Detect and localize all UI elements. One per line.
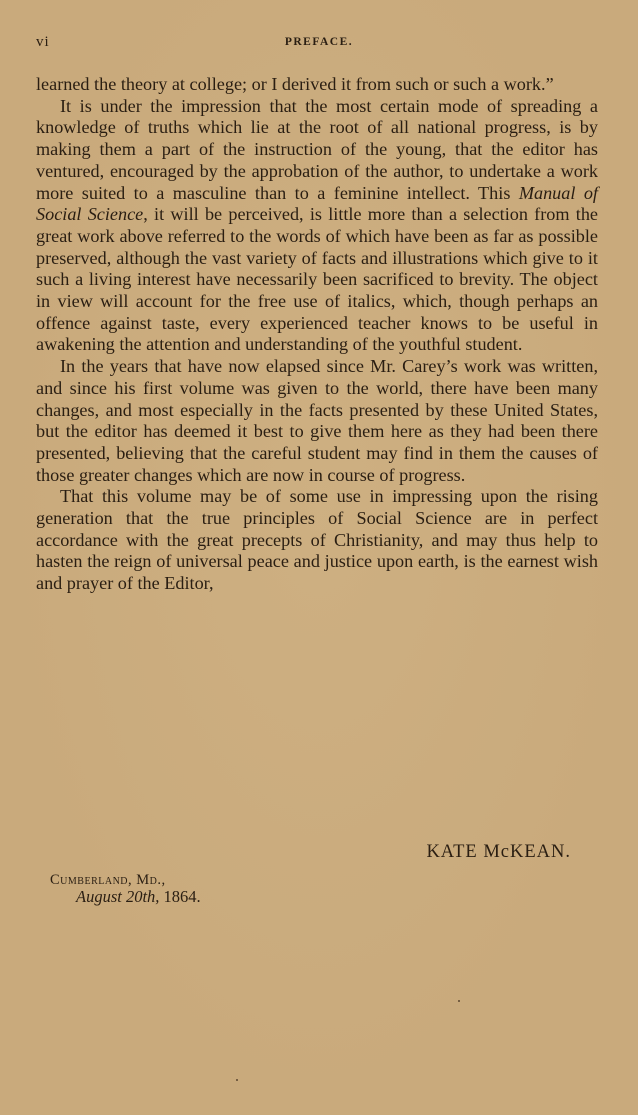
paragraph-3: In the years that have now elapsed since Mr. Carey’s work was written, and since his first volume was given to the world, there have been many changes, and most especially in the facts presented by these United States, but the editor has deemed it best to give them here as they had been there presented, believing that the careful student may find in them the causes of those greater changes which are now in course of progress. xyxy=(36,356,598,485)
page-number: vi xyxy=(36,34,50,50)
date-month-day: August 20th, xyxy=(76,887,160,906)
date-year: 1864. xyxy=(163,887,201,906)
paragraph-4: That this volume may be of some use in impressing upon the rising generation that the true principles of Social Science are in perfect accordance with the great precepts of Christianity, and may thus help to hasten the reign of universal peace and justice upon earth, is the earnest wish and prayer of the Editor, xyxy=(36,486,598,594)
paper-speck xyxy=(236,1079,238,1081)
place-of-writing: Cumberland, Md., xyxy=(50,872,166,888)
page-header xyxy=(36,34,602,54)
italic-book-title: Manual of Social Science xyxy=(36,182,598,225)
author-signature: KATE McKEAN. xyxy=(426,842,571,862)
paper-speck xyxy=(458,1000,460,1002)
paragraph-2: It is under the impression that the most certain mode of spreading a knowledge of truths which lie at the root of all national progress, is by making them a part of the instruction of the young, that the editor has ventured, encouraged by the approbation of the author, to undertake a work more suited to a masculine than to a feminine intellect. This Manual of Social Science, it will be perceived, is little more than a selection from the great work above referred to the words of which have been as far as possible preserved, although the vast variety of facts and illustrations which give to it such a living interest have necessarily been sacrificed to brevity. The object in view will account for the free use of italics, which, though perhaps an offence against taste, every experienced teacher knows to be useful in awakening the attention and understanding of the youthful student. xyxy=(36,95,599,355)
running-head: PREFACE. xyxy=(284,36,354,48)
date-of-writing xyxy=(76,887,201,907)
body-text xyxy=(36,74,598,595)
paragraph-1: learned the theory at college; or I derived it from such or such a work.” xyxy=(36,74,554,94)
